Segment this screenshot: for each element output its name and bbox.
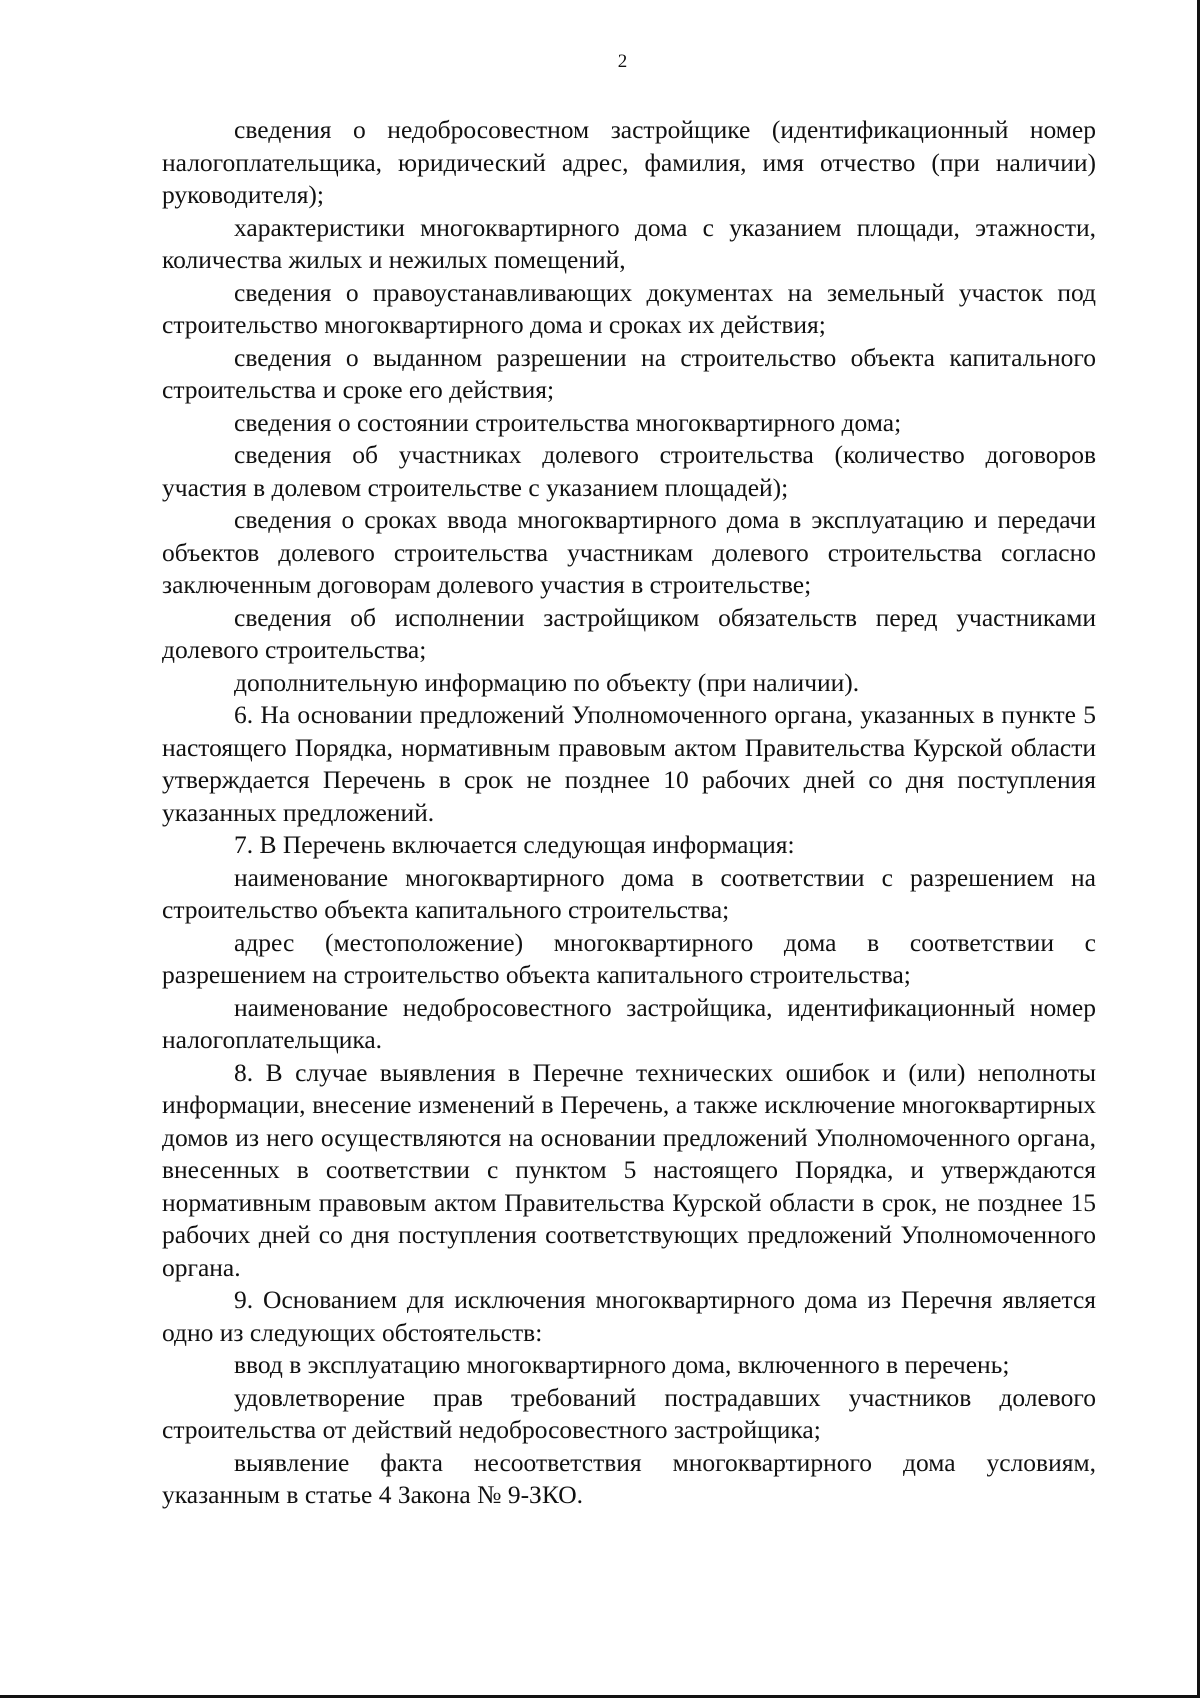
page-number: 2: [617, 51, 628, 72]
paragraph: наименование недобросовестного застройщика, идентификационный номер налогоплательщика.: [162, 992, 1096, 1054]
paragraph: сведения о состоянии строительства многоквартирного дома;: [234, 407, 902, 437]
paragraph: сведения об исполнении застройщиком обязательств перед участниками долевого строительства;: [162, 602, 1096, 664]
document-body: [162, 114, 1096, 1512]
paragraph: выявление факта несоответствия многоквартирного дома условиям, указанным в статье 4 Закона № 9-ЗКО.: [162, 1447, 1096, 1509]
paragraph: удовлетворение прав требований пострадавших участников долевого строительства от действий недобросовестного застройщика;: [162, 1382, 1096, 1444]
paragraph: сведения о правоустанавливающих документах на земельный участок под строительство многоквартирного дома и сроках их действия;: [162, 277, 1096, 339]
paragraph: сведения о выданном разрешении на строительство объекта капитального строительства и сроке его действия;: [162, 342, 1096, 404]
paragraph: дополнительную информацию по объекту (при наличии).: [234, 667, 860, 697]
paragraph: адрес (местоположение) многоквартирного дома в соответствии с разрешением на строительство объекта капитального строительства;: [162, 927, 1096, 989]
paragraph: сведения о недобросовестном застройщике (идентификационный номер налогоплательщика, юридический адрес, фамилия, имя отчество (при наличии) руководителя);: [162, 115, 1096, 209]
paragraph: сведения о сроках ввода многоквартирного дома в эксплуатацию и передачи объектов долевого строительства участникам долевого строительства согласно заключенным договорам долевого участия в строительстве;: [162, 505, 1096, 599]
paragraph-item-9: 9. Основанием для исключения многоквартирного дома из Перечня является одно из следующих обстоятельств:: [162, 1285, 1096, 1347]
paragraph: сведения об участниках долевого строительства (количество договоров участия в долевом строительстве с указанием площадей);: [162, 440, 1096, 502]
paragraph-item-6: 6. На основании предложений Уполномоченного органа, указанных в пункте 5 настоящего Порядка, нормативным правовым актом Правительства Курской области утверждается Перечень в срок не позднее 10 рабочих дней со дня поступления указанных предложений.: [162, 700, 1096, 827]
paragraph: наименование многоквартирного дома в соответствии с разрешением на строительство объекта капитального строительства;: [162, 862, 1096, 924]
paragraph-item-7: 7. В Перечень включается следующая информация:: [234, 830, 795, 859]
paragraph: ввод в эксплуатацию многоквартирного дома, включенного в перечень;: [234, 1350, 1010, 1379]
paragraph: характеристики многоквартирного дома с указанием площади, этажности, количества жилых и нежилых помещений,: [162, 212, 1096, 274]
paragraph-item-8: 8. В случае выявления в Перечне технических ошибок и (или) неполноты информации, внесение изменений в Перечень, а также исключение многоквартирных домов из него осуществляются на основании предложений Уполномоченного органа, внесенных в соответствии с пунктом 5 настоящего Порядка, и утверждаются нормативным правовым актом Правительства Курской области в срок, не позднее 15 рабочих дней со дня поступления соответствующих предложений Уполномоченного органа.: [162, 1057, 1096, 1282]
